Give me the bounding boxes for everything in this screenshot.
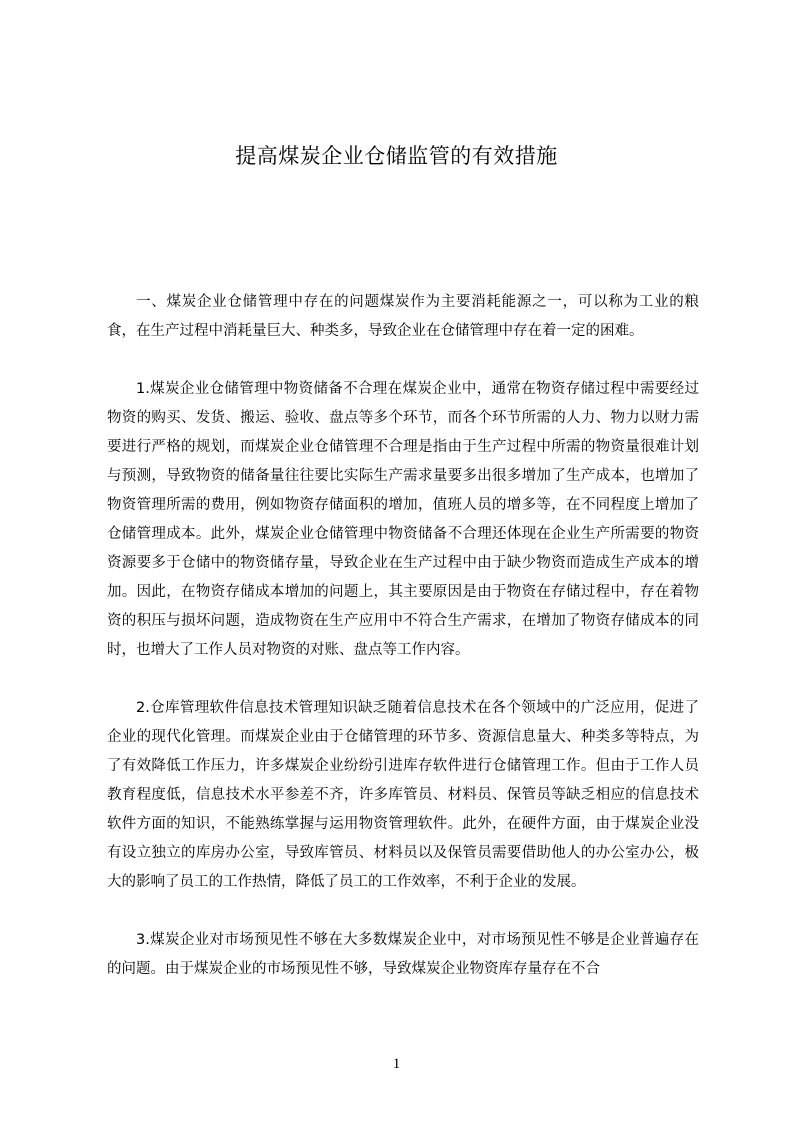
paragraph-item-3: 3.煤炭企业对市场预见性不够在大多数煤炭企业中，对市场预见性不够是企业普遍存在的问题。由于煤炭企业的市场预见性不够，导致煤炭企业物资库存量存在不合 [107, 932, 699, 977]
paragraph-item-2: 2.仓库管理软件信息技术管理知识缺乏随着信息技术在各个领域中的广泛应用，促进了企业的现代化管理。而煤炭企业由于仓储管理的环节多、资源信息量大、种类多等特点，为了有效降低工作压力，许多煤炭企业纷纷引进库存软件进行仓储管理工作。但由于工作人员教育程度低，信息技术水平参差不齐，许多库管员、材料员、保管员等缺乏相应的信息技术软件方面的知识，不能熟练掌握与运用物资管理软件。此外，在硬件方面，由于煤炭企业没有设立独立的库房办公室，导致库管员、材料员以及保管员需要借助他人的办公室办公，极大的影响了员工的工作热情，降低了员工的工作效率，不利于企业的发展。 [107, 700, 699, 890]
paragraph-section-one: 一、煤炭企业仓储管理中存在的问题煤炭作为主要消耗能源之一，可以称为工业的粮食，在生产过程中消耗量巨大、种类多，导致企业在仓储管理中存在着一定的困难。 [107, 294, 699, 339]
page-number: 1 [392, 1056, 401, 1072]
document-title: 提高煤炭企业仓储监管的有效措施 [235, 144, 558, 168]
paragraph-item-1: 1.煤炭企业仓储管理中物资储备不合理在煤炭企业中，通常在物资存储过程中需要经过物资的购买、发货、搬运、验收、盘点等多个环节，而各个环节所需的人力、物力以财力需要进行严格的规划，而煤炭企业仓储管理不合理是指由于生产过程中所需的物资量很难计划与预测，导致物资的储备量往往要比实际生产需求量要多出很多增加了生产成本，也增加了物资管理所需的费用，例如物资存储面积的增加，值班人员的增多等，在不同程度上增加了仓储管理成本。此外，煤炭企业仓储管理中物资储备不合理还体现在企业生产所需要的物资资源要多于仓储中的物资储存量，导致企业在生产过程中由于缺少物资而造成生产成本的增加。因此，在物资存储成本增加的问题上，其主要原因是由于物资在存储过程中，存在着物资的积压与损坏问题，造成物资在生产应用中不符合生产需求，在增加了物资存储成本的同时，也增大了工作人员对物资的对账、盘点等工作内容。 [107, 381, 699, 658]
document-body [107, 288, 699, 984]
